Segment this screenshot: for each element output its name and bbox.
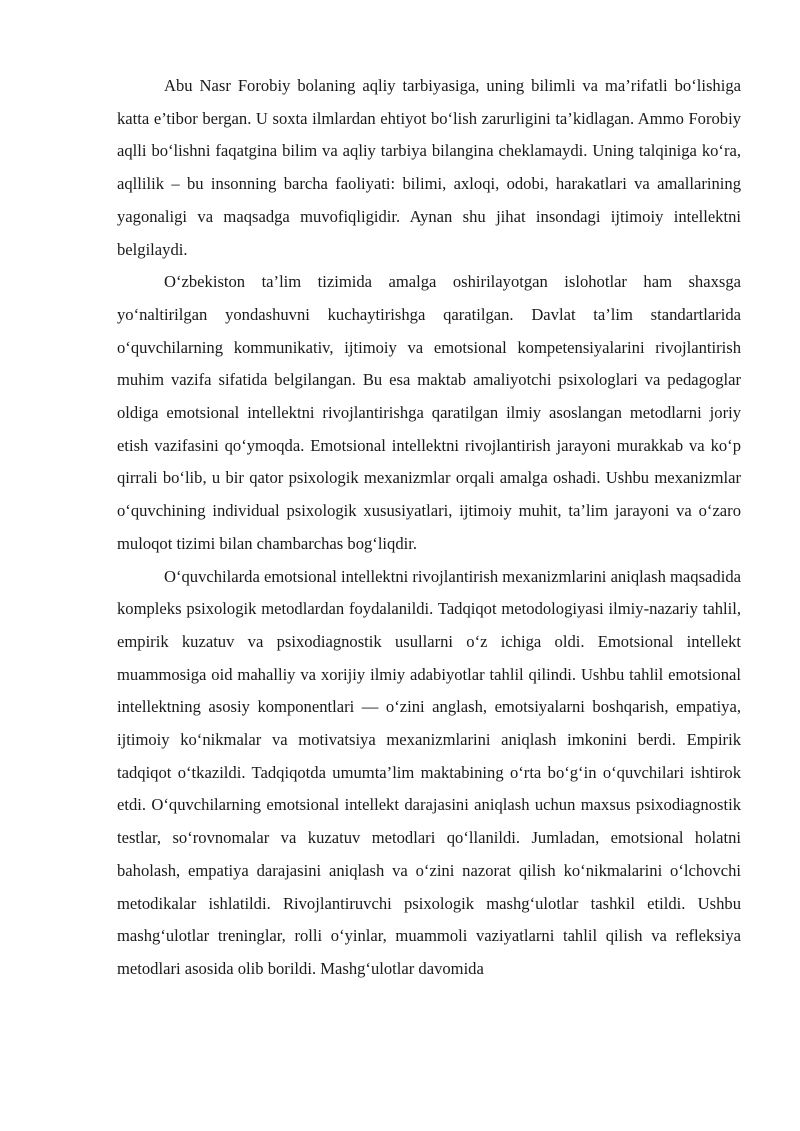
document-page bbox=[117, 70, 741, 986]
paragraph-forobiy: Abu Nasr Forobiy bolaning aqliy tarbiyasiga, uning bilimli va ma’rifatli bo‘lishiga katta e’tibor bergan. U soxta ilmlardan ehtiyot bo‘lish zarurligini ta’kidlagan. Ammo Forobiy aqlli bo‘lishni faqatgina bilim va aqliy tarbiya bilangina cheklamaydi. Uning talqiniga ko‘ra, aqllilik – bu insonning barcha faoliyati: bilimi, axloqi, odobi, harakatlari va amallarining yagonaligi va maqsadga muvofiqligidir. Aynan shu jihat insondagi ijtimoiy intellektni belgilaydi. bbox=[117, 76, 741, 259]
paragraph-education-reforms: O‘zbekiston ta’lim tizimida amalga oshirilayotgan islohotlar ham shaxsga yo‘naltirilgan yondashuvni kuchaytirishga qaratilgan. Davlat ta’lim standartlarida o‘quvchilarning kommunikativ, ijtimoiy va emotsional kompetensiyalarini rivojlantirish muhim vazifa sifatida belgilangan. Bu esa maktab amaliyotchi psixologlari va pedagoglar oldiga emotsional intellektni rivojlantirishga qaratilgan ilmiy asoslangan metodlarni joriy etish vazifasini qo‘ymoqda. Emotsional intellektni rivojlantirish jarayoni murakkab va ko‘p qirrali bo‘lib, u bir qator psixologik mexanizmlar orqali amalga oshadi. Ushbu mexanizmlar o‘quvchining individual psixologik xususiyatlari, ijtimoiy muhit, ta’lim jarayoni va o‘zaro muloqot tizimi bilan chambarchas bog‘liqdir. bbox=[117, 272, 741, 553]
paragraph-methodology: O‘quvchilarda emotsional intellektni rivojlantirish mexanizmlarini aniqlash maqsadida kompleks psixologik metodlardan foydalanildi. Tadqiqot metodologiyasi ilmiy-nazariy tahlil, empirik kuzatuv va psixodiagnostik usullarni o‘z ichiga oldi. Emotsional intellekt muammosiga oid mahalliy va xorijiy ilmiy adabiyotlar tahlil qilindi. Ushbu tahlil emotsional intellektning asosiy komponentlari — o‘zini anglash, emotsiyalarni boshqarish, empatiya, ijtimoiy ko‘nikmalar va motivatsiya mexanizmlarini aniqlash imkonini berdi. Empirik tadqiqot o‘tkazildi. Tadqiqotda umumta’lim maktabining o‘rta bo‘g‘in o‘quvchilari ishtirok etdi. O‘quvchilarning emotsional intellekt darajasini aniqlash uchun maxsus psixodiagnostik testlar, so‘rovnomalar va kuzatuv metodlari qo‘llanildi. Jumladan, emotsional holatni baholash, empatiya darajasini aniqlash va o‘zini nazorat qilish ko‘nikmalarini o‘lchovchi metodikalar ishlatildi. Rivojlantiruvchi psixologik mashg‘ulotlar tashkil etildi. Ushbu mashg‘ulotlar treninglar, rolli o‘yinlar, muammoli vaziyatlarni tahlil qilish va refleksiya metodlari asosida olib borildi. Mashg‘ulotlar davomida bbox=[117, 566, 741, 978]
